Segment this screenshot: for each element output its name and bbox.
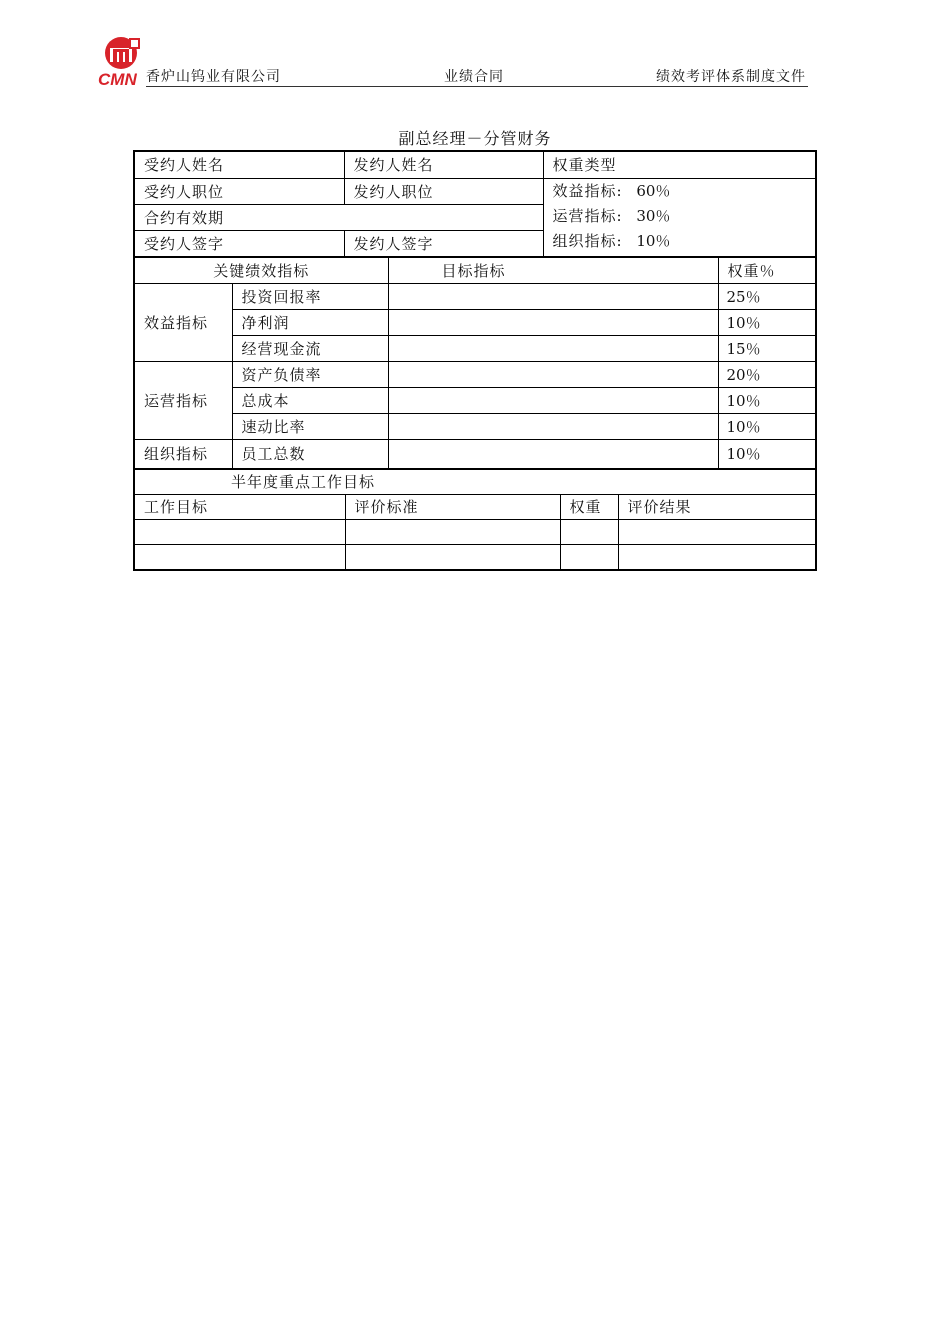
kpi-item-weight: 15％ (718, 335, 815, 361)
kpi-item-name: 速动比率 (232, 413, 388, 439)
doc-type: 业绩合同 (444, 69, 504, 85)
company-logo (98, 36, 148, 88)
kpi-item-weight: 20％ (718, 361, 815, 387)
table-row (135, 439, 815, 468)
standard-header: 评价标准 (345, 494, 560, 519)
kpi-group-organization: 组织指标 (135, 439, 232, 468)
goal-cell (135, 544, 345, 569)
goal-header: 工作目标 (135, 494, 345, 519)
kpi-header-weight: 权重％ (718, 257, 815, 283)
kpi-header-indicator: 关键绩效指标 (135, 257, 388, 283)
kpi-item-target (388, 413, 718, 439)
standard-cell (345, 544, 560, 569)
table-row (135, 413, 815, 439)
performance-contract-form (133, 150, 817, 571)
kpi-item-name: 经营现金流 (232, 335, 388, 361)
table-row (135, 544, 815, 569)
kpi-table (135, 256, 815, 468)
contract-info-table (135, 152, 815, 256)
standard-cell (345, 519, 560, 544)
table-row (135, 283, 815, 309)
kpi-item-weight: 10％ (718, 387, 815, 413)
goal-cell (135, 519, 345, 544)
table-row (135, 335, 815, 361)
weight-cell (560, 544, 618, 569)
kpi-item-name: 资产负债率 (232, 361, 388, 387)
company-name: 香炉山钨业有限公司 (146, 69, 281, 85)
kpi-header-target: 目标指标 (388, 257, 718, 283)
recipient-name-label: 受约人姓名 (135, 152, 344, 178)
kpi-item-name: 净利润 (232, 309, 388, 335)
issuer-position-label: 发约人职位 (344, 178, 543, 204)
kpi-item-name: 总成本 (232, 387, 388, 413)
header-rule (146, 86, 808, 87)
table-row (135, 309, 815, 335)
weight-line-operation: 运营指标: 30％ (552, 206, 671, 225)
recipient-position-label: 受约人职位 (135, 178, 344, 204)
kpi-item-target (388, 283, 718, 309)
kpi-item-weight: 10％ (718, 413, 815, 439)
kpi-item-name: 员工总数 (232, 439, 388, 468)
result-header: 评价结果 (618, 494, 815, 519)
weight-header: 权重 (560, 494, 618, 519)
kpi-item-target (388, 439, 718, 468)
weight-distribution (543, 178, 815, 256)
issuer-sign-label: 发约人签字 (344, 230, 543, 256)
weight-type-label: 权重类型 (543, 152, 815, 178)
validity-label: 合约有效期 (135, 204, 543, 230)
kpi-group-operation: 运营指标 (135, 361, 232, 439)
result-cell (618, 544, 815, 569)
half-year-title: 半年度重点工作目标 (135, 469, 815, 494)
recipient-sign-label: 受约人签字 (135, 230, 344, 256)
result-cell (618, 519, 815, 544)
kpi-item-target (388, 309, 718, 335)
weight-line-benefit: 效益指标: 60％ (552, 181, 671, 200)
kpi-item-target (388, 361, 718, 387)
page-header (98, 36, 808, 90)
half-year-goals-table (135, 468, 815, 569)
page-title: 副总经理－分管财务 (398, 129, 552, 148)
table-row (135, 387, 815, 413)
issuer-name-label: 发约人姓名 (344, 152, 543, 178)
table-row (135, 361, 815, 387)
kpi-group-benefit: 效益指标 (135, 283, 232, 361)
kpi-item-weight: 10％ (718, 439, 815, 468)
kpi-item-target (388, 387, 718, 413)
svg-text:CMN: CMN (98, 70, 137, 88)
kpi-item-name: 投资回报率 (232, 283, 388, 309)
doc-series: 绩效考评体系制度文件 (656, 69, 806, 85)
table-row (135, 519, 815, 544)
kpi-item-weight: 10％ (718, 309, 815, 335)
weight-line-organization: 组织指标: 10％ (552, 231, 671, 250)
kpi-item-weight: 25％ (718, 283, 815, 309)
weight-cell (560, 519, 618, 544)
kpi-item-target (388, 335, 718, 361)
